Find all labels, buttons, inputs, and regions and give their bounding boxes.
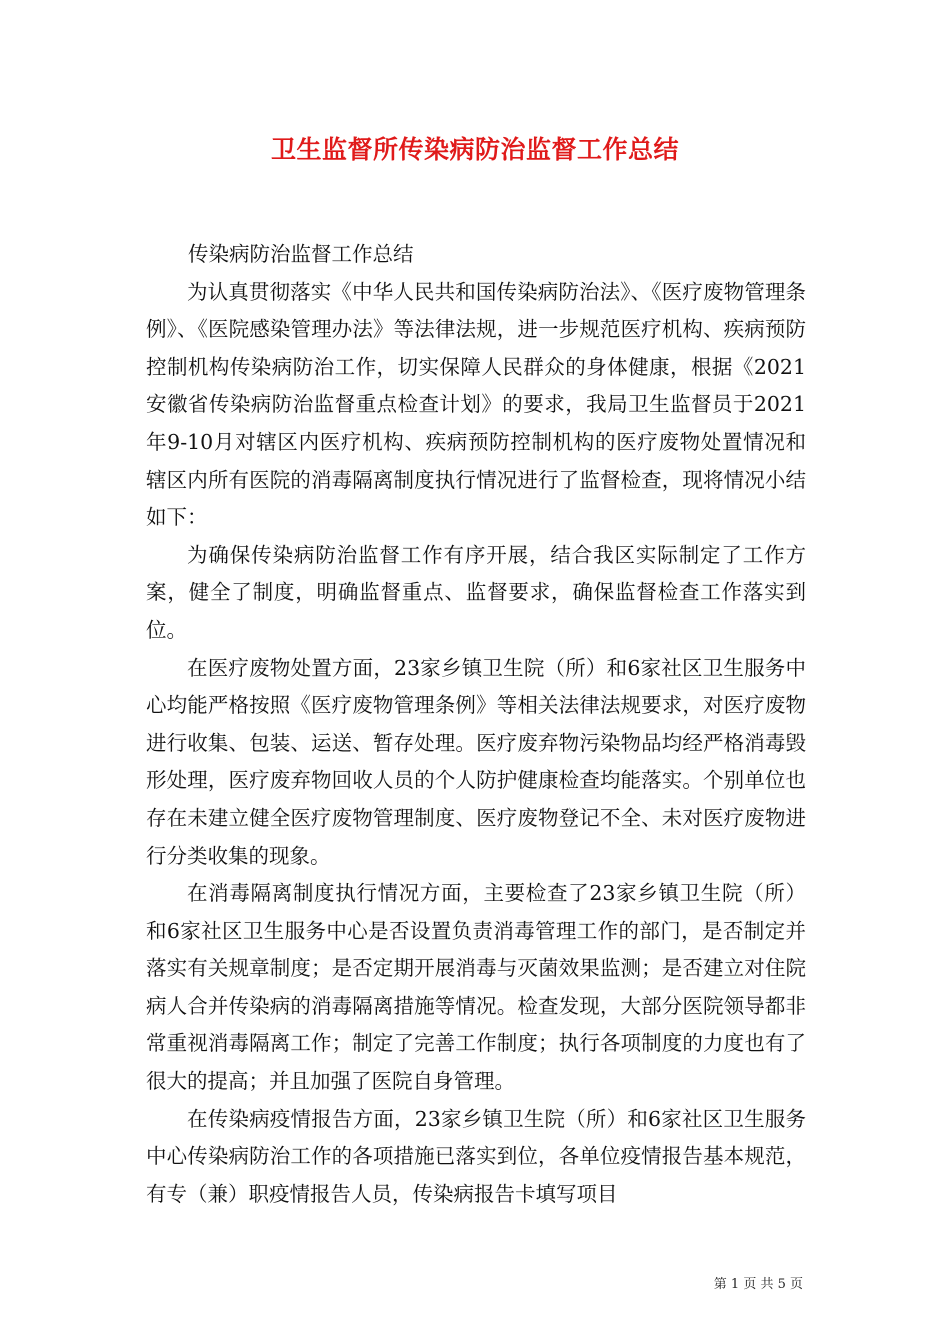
paragraph-work-plan: 为确保传染病防治监督工作有序开展，结合我区实际制定了工作方案，健全了制度，明确监督重点、监督要求，确保监督检查工作落实到位。: [146, 542, 806, 642]
page-number: 第 1 页 共 5 页: [713, 1277, 803, 1292]
paragraph-medical-waste: 在医疗废物处置方面，23家乡镇卫生院（所）和6家社区卫生服务中心均能严格按照《医疗废物管理条例》等相关法律法规要求，对医疗废物进行收集、包装、运送、暂存处理。医疗废弃物污染物品均经严格消毒毁形处理，医疗废弃物回收人员的个人防护健康检查均能落实。个别单位也存在未建立健全医疗废物管理制度、医疗废物登记不全、未对医疗废物进行分类收集的现象。: [146, 655, 806, 868]
paragraph-intro: 为认真贯彻落实《中华人民共和国传染病防治法》、《医疗废物管理条例》、《医院感染管理办法》等法律法规，进一步规范医疗机构、疾病预防控制机构传染病防治工作，切实保障人民群众的身体健康，根据《2021安徽省传染病防治监督重点检查计划》的要求，我局卫生监督员于2021年9-10月对辖区内医疗机构、疾病预防控制机构的医疗废物处置情况和辖区内所有医院的消毒隔离制度执行情况进行了监督检查，现将情况小结如下：: [146, 279, 806, 530]
document-body: [146, 236, 806, 1213]
paragraph-epidemic-report: 在传染病疫情报告方面，23家乡镇卫生院（所）和6家社区卫生服务中心传染病防治工作的各项措施已落实到位，各单位疫情报告基本规范，有专（兼）职疫情报告人员，传染病报告卡填写项目: [146, 1106, 806, 1206]
document-title: 卫生监督所传染病防治监督工作总结: [270, 135, 679, 164]
paragraph-disinfection: 在消毒隔离制度执行情况方面，主要检查了23家乡镇卫生院（所）和6家社区卫生服务中心是否设置负责消毒管理工作的部门，是否制定并落实有关规章制度；是否定期开展消毒与灭菌效果监测；是否建立对住院病人合并传染病的消毒隔离措施等情况。检查发现，大部分医院领导都非常重视消毒隔离工作；制定了完善工作制度；执行各项制度的力度也有了很大的提高；并且加强了医院自身管理。: [146, 881, 806, 1094]
section-subtitle: 传染病防治监督工作总结: [188, 242, 414, 266]
